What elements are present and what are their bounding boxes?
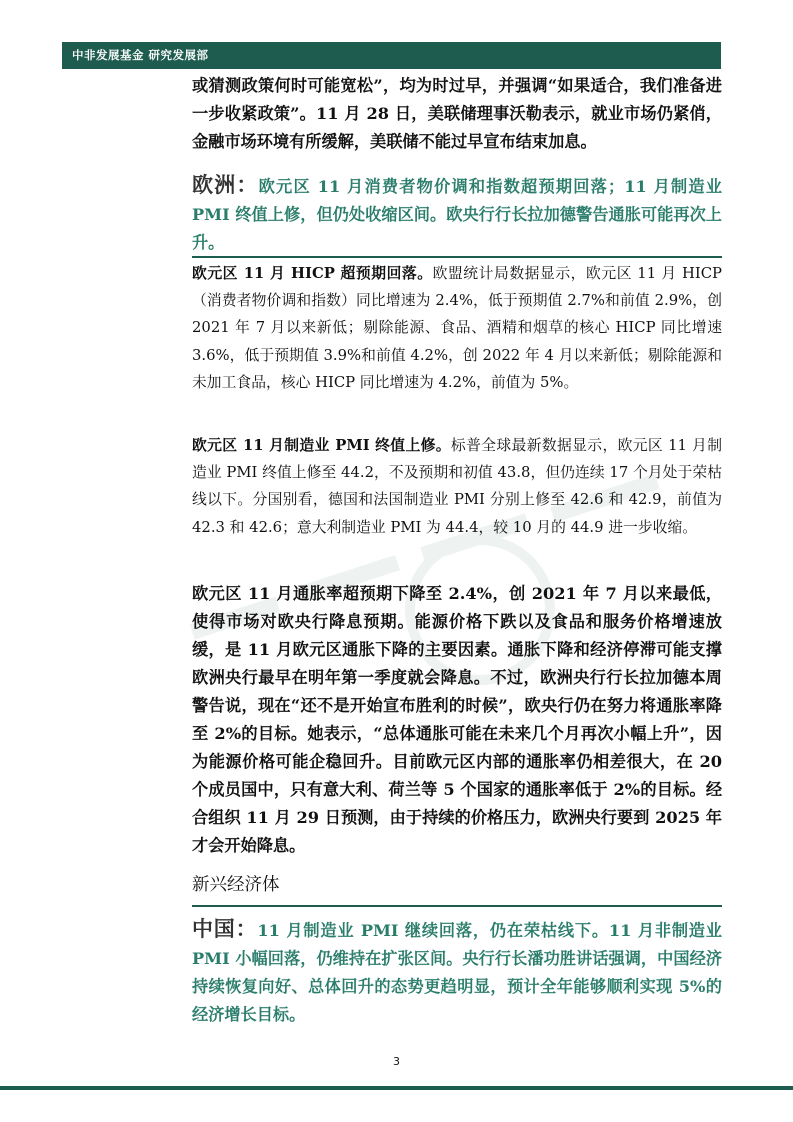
intro-paragraph: 或猜测政策何时可能宽松”，均为时过早，并强调“如果适合，我们准备进一步收紧政策”。11 月 28 日，美联储理事沃勒表示，就业市场仍紧俏，金融市场环境有所缓解，美联储不能过早宣布结束加息。 (192, 76, 722, 151)
china-summary-text: 11 月制造业 PMI 继续回落，仍在荣枯线下。11 月非制造业 PMI 小幅回落，仍维持在扩张区间。央行行长潘功胜讲话强调，中国经济持续恢复向好、总体回升的态势更趋明显，预计全年能够顺利实现 5%的经济增长目标。 (192, 921, 722, 1024)
europe-hicp-lead: 欧元区 11 月 HICP 超预期回落。 (192, 265, 433, 282)
europe-summary-block (192, 171, 722, 257)
header-title: 中非发展基金 研究发展部 (72, 48, 209, 62)
europe-hicp-body: 欧盟统计局数据显示，欧元区 11 月 HICP（消费者物价调和指数）同比增速为 2.4%，低于预期值 2.7%和前值 2.9%，创 2021 年 7 月以来新低；剔除能源、食品、酒精和烟草的核心 HICP 同比增速 3.6%，低于预期值 3.9%和前值 4.2%，创 2022 年 4 月以来新低；剔除能源和未加工食品，核心 HICP 同比增速为 4.2%，前值为 5%。 (192, 265, 722, 391)
china-summary (192, 915, 722, 1029)
page-number: 3 (393, 1055, 400, 1068)
china-summary-block (192, 915, 722, 1029)
europe-pmi-lead: 欧元区 11 月制造业 PMI 终值上修。 (192, 437, 451, 454)
europe-pmi-paragraph (192, 432, 722, 541)
emerging-heading: 新兴经济体 (192, 875, 280, 895)
footer-rule (0, 1086, 793, 1090)
intro-block (192, 72, 722, 156)
europe-summary-text: 欧元区 11 月消费者物价调和指数超预期回落；11 月制造业 PMI 终值上修，但仍处收缩区间。欧央行行长拉加德警告通胀可能再次上升。 (192, 177, 722, 252)
europe-hicp-block (192, 260, 722, 396)
europe-pmi-block (192, 432, 722, 541)
header-bar (62, 42, 721, 69)
europe-inflation-paragraph: 欧元区 11 月通胀率超预期下降至 2.4%，创 2021 年 7 月以来最低，使得市场对欧央行降息预期。能源价格下跌以及食品和服务价格增速放缓，是 11 月欧元区通胀下降的主要因素。通胀下降和经济停滞可能支撑欧洲央行最早在明年第一季度就会降息。不过，欧洲央行行长拉加德本周警告说，现在“还不是开始宣布胜利的时候”，欧央行仍在努力将通胀率降至 2%的目标。她表示，“总体通胀可能在未来几个月再次小幅上升”，因为能源价格可能企稳回升。目前欧元区内部的通胀率仍相差很大，在 20 个成员国中，只有意大利、荷兰等 5 个国家的通胀率低于 2%的目标。经合组织 11 月 29 日预测，由于持续的价格压力，欧洲央行要到 2025 年才会开始降息。 (192, 584, 722, 855)
china-label: 中国： (192, 916, 258, 941)
europe-hicp-paragraph (192, 260, 722, 396)
europe-inflation-block (192, 580, 722, 860)
europe-pmi-body: 标普全球最新数据显示，欧元区 11 月制造业 PMI 终值上修至 44.2，不及预期和初值 43.8，但仍连续 17 个月处于荣枯线以下。分国别看，德国和法国制造业 PMI 分别上修至 42.6 和 42.9，前值为 42.3 和 42.6；意大利制造业 PMI 为 44.4，较 10 月的 44.9 进一步收缩。 (192, 437, 722, 536)
europe-label: 欧洲： (192, 172, 259, 197)
section-divider (192, 905, 722, 907)
europe-summary (192, 171, 722, 257)
emerging-heading-block (192, 871, 722, 896)
section-divider (192, 256, 722, 258)
